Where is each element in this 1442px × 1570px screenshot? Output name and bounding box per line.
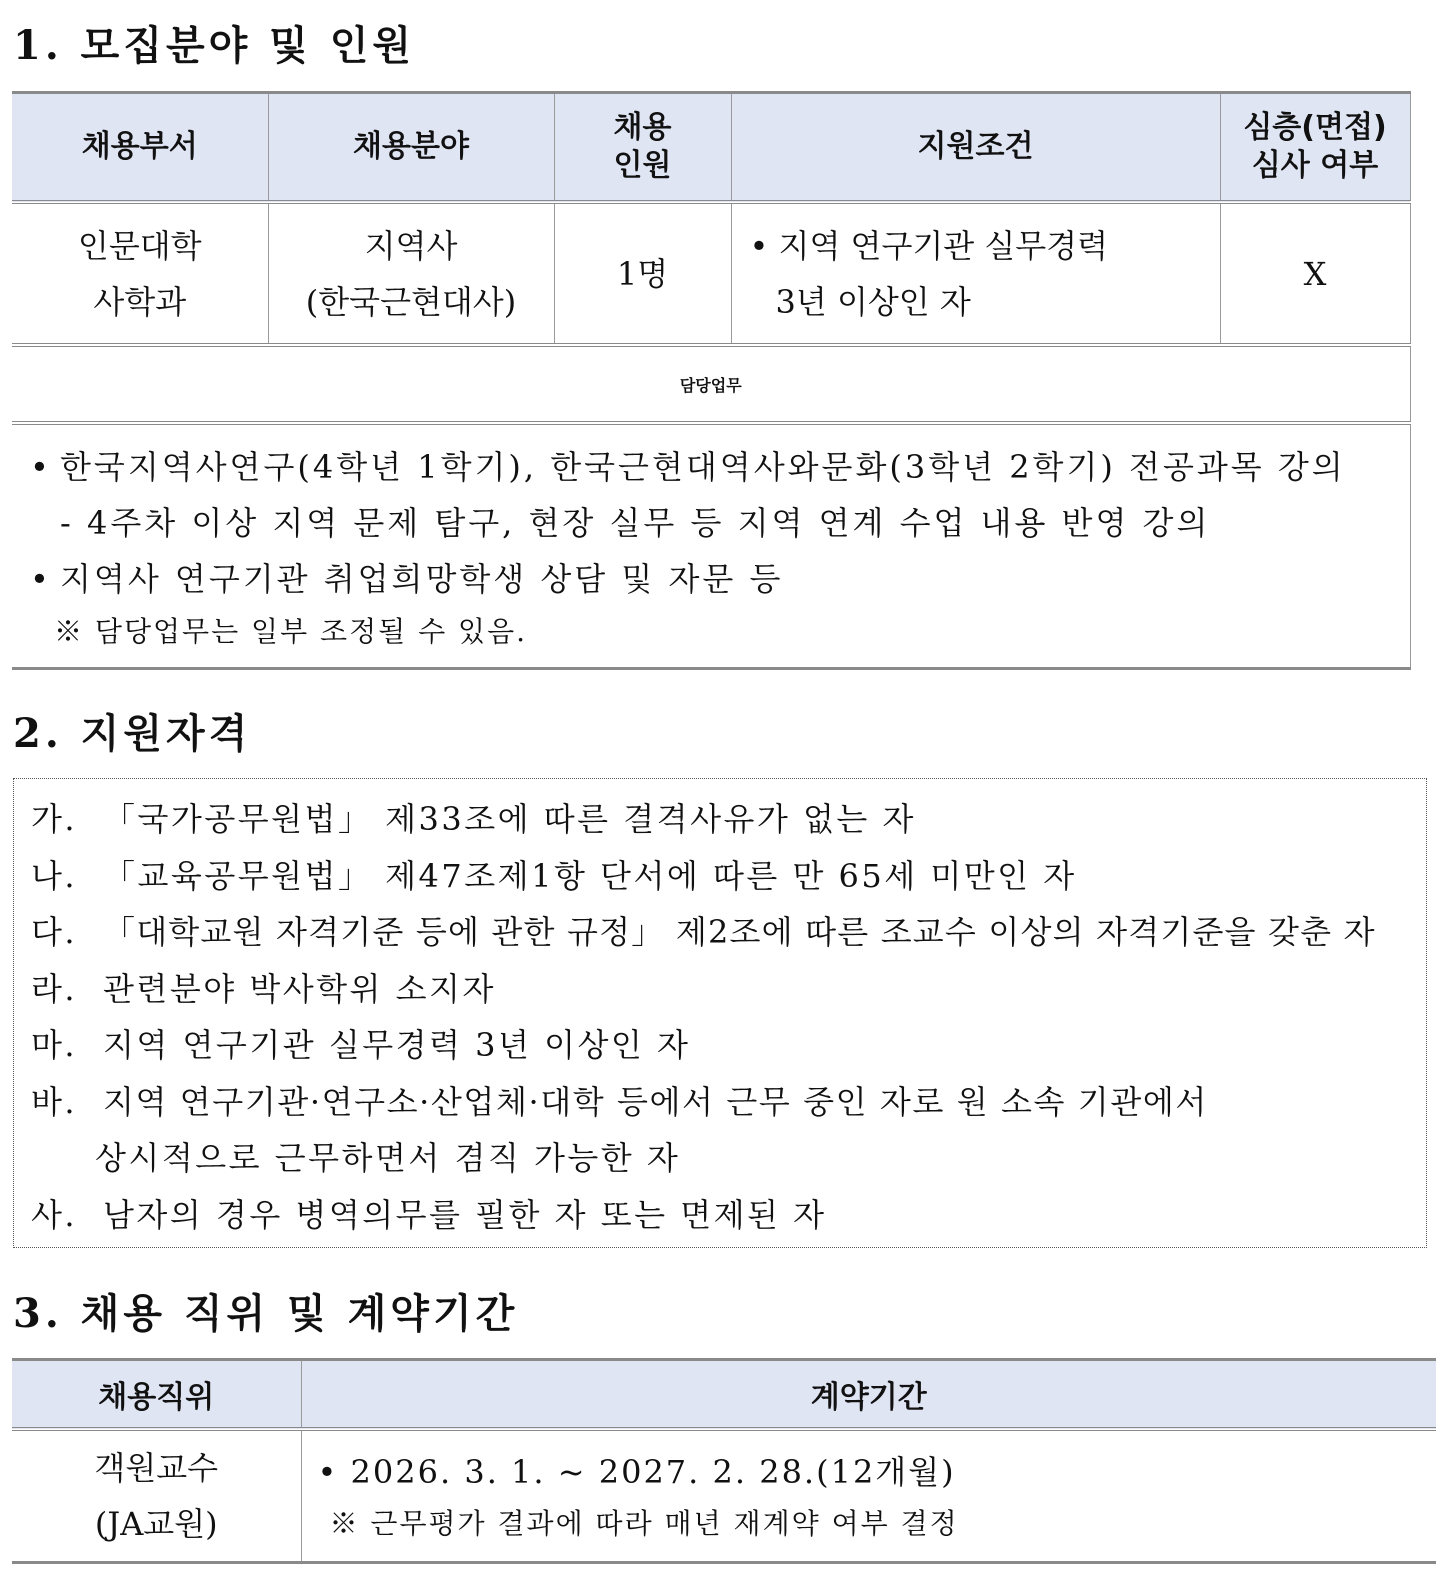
duty-note: ※ 담당업무는 일부 조정될 수 있음. xyxy=(54,615,528,648)
qualification-item: 사. 남자의 경우 병역의무를 필한 자 또는 면제된 자 xyxy=(31,1195,827,1234)
section3-title: 3. 채용 직위 및 계약기간 xyxy=(13,1290,519,1337)
duty-line3: • 지역사 연구기관 취업희망학생 상담 및 자문 등 xyxy=(30,551,1410,607)
qualification-item: 마. 지역 연구기관 실무경력 3년 이상인 자 xyxy=(31,1026,691,1064)
header-interview-line2: 심사 여부 xyxy=(1251,148,1379,183)
contract-row xyxy=(12,1429,1436,1563)
dept-line2: 사학과 xyxy=(93,282,187,321)
recruitment-header-row xyxy=(12,93,1410,203)
period-note: ※ 근무평가 결과에 따라 매년 재계약 여부 결정 xyxy=(329,1507,959,1540)
header-count-line1: 채용 xyxy=(613,110,672,145)
qualification-item: 다. 「대학교원 자격기준 등에 관한 규정」 제2조에 따른 조교수 이상의 자격기준을 갖춘 자 xyxy=(31,913,1376,951)
dept-line1: 인문대학 xyxy=(77,226,202,265)
contract-table xyxy=(12,1358,1436,1564)
header-dept: 채용부서 xyxy=(12,93,268,203)
section2-title: 2. 지원자격 xyxy=(13,710,252,757)
cell-dept xyxy=(12,202,268,345)
section1-title: 1. 모집분야 및 인원 xyxy=(13,22,416,69)
condition-line1: • 지역 연구기관 실무경력 xyxy=(749,226,1109,265)
recruitment-row xyxy=(12,202,1410,345)
header-field: 채용분야 xyxy=(268,93,554,203)
recruitment-table xyxy=(12,91,1411,670)
duty-row xyxy=(12,423,1410,669)
header-count xyxy=(554,93,731,203)
bullet-icon: • xyxy=(30,560,52,598)
field-line1: 지역사 xyxy=(364,226,458,265)
duty-header: 담당업무 xyxy=(12,345,1410,423)
qualification-item: 바. 지역 연구기관·연구소·산업체·대학 등에서 근무 중인 자로 원 소속 기관에서 xyxy=(31,1082,1208,1121)
header-position: 채용직위 xyxy=(12,1360,301,1430)
qualification-item: 나. 「교육공무원법」 제47조제1항 단서에 따른 만 65세 미만인 자 xyxy=(31,856,1077,895)
cell-position xyxy=(12,1429,301,1563)
field-line2: (한국근현대사) xyxy=(305,282,517,321)
contract-header-row xyxy=(12,1360,1436,1430)
header-period: 계약기간 xyxy=(301,1360,1436,1430)
qualification-item: 가. 「국가공무원법」 제33조에 따른 결격사유가 없는 자 xyxy=(31,800,916,838)
duty-line1: • 한국지역사연구(4학년 1학기), 한국근현대역사와문화(3학년 2학기) 전공과목 강의 xyxy=(30,439,1410,495)
period-line1: • 2026. 3. 1. ~ 2027. 2. 28.(12개월) xyxy=(317,1453,956,1491)
position-line2: (JA교원) xyxy=(94,1505,218,1543)
qualification-box xyxy=(13,778,1427,1248)
bullet-icon: • xyxy=(30,448,52,486)
header-condition: 지원조건 xyxy=(731,93,1220,203)
cell-field xyxy=(268,202,554,345)
position-line1: 객원교수 xyxy=(94,1449,219,1487)
header-interview xyxy=(1220,93,1410,203)
condition-line2: 3년 이상인 자 xyxy=(775,282,971,321)
qualification-item: 라. 관련분야 박사학위 소지자 xyxy=(31,969,496,1008)
duty-line2: - 4주차 이상 지역 문제 탐구, 현장 실무 등 지역 연계 수업 내용 반영 강의 xyxy=(60,504,1211,542)
cell-count: 1명 xyxy=(554,202,731,345)
header-interview-line1: 심층(면접) xyxy=(1243,110,1387,145)
cell-period xyxy=(301,1429,1436,1563)
cell-interview: X xyxy=(1220,202,1410,345)
duty-cell xyxy=(12,423,1410,669)
qualification-item-continuation: 상시적으로 근무하면서 겸직 가능한 자 xyxy=(95,1139,681,1177)
header-count-line2: 인원 xyxy=(613,148,672,183)
duty-header-row xyxy=(12,345,1410,423)
cell-condition xyxy=(731,202,1220,345)
